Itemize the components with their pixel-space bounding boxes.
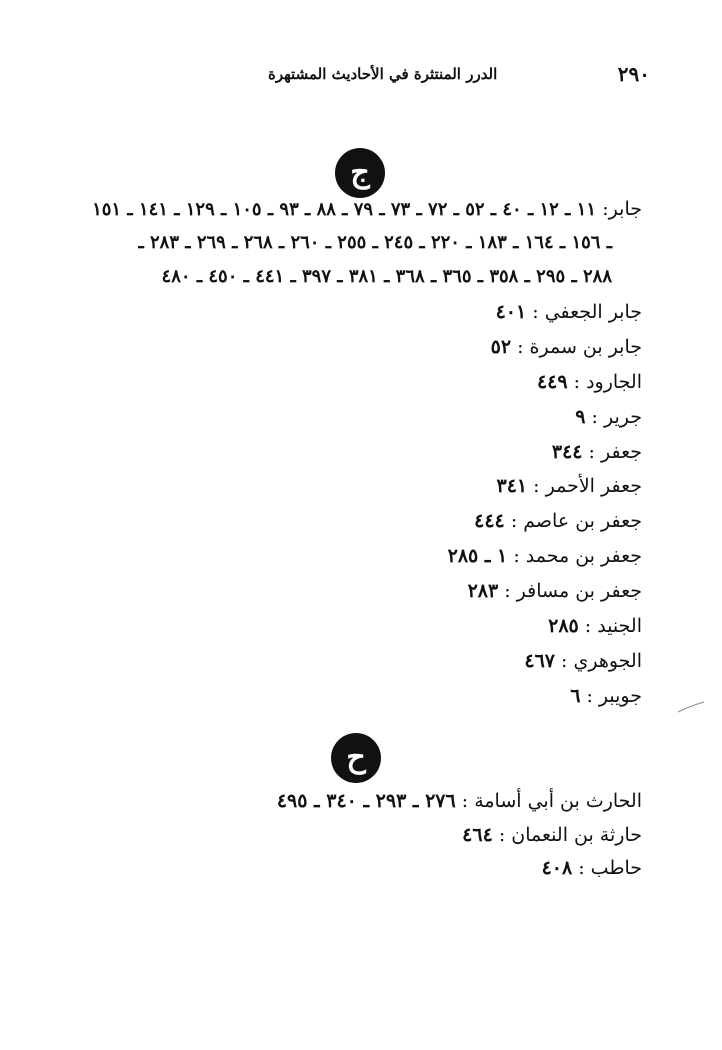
entry-refs: ٣٤١ [496,475,528,497]
entry-refs: ٦ [570,685,581,707]
entry-refs: ٤٤٩ [536,371,568,393]
entry-refs: ٢٨٥ [548,615,579,637]
stray-pen-mark [676,700,706,714]
index-entry [575,402,642,432]
section-letter-ha-badge [331,733,381,783]
entry-refs: ٢٨٨ ـ ٢٩٥ ـ ٣٥٨ ـ ٣٦٥ ـ ٣٦٨ ـ ٣٨١ ـ ٣٩٧ ـ ٤٤١ ـ ٤٥٠ ـ ٤٨٠ [161,266,612,287]
entry-name: جابر: [602,198,642,220]
index-entry-jabir [92,194,642,225]
entry-refs: ٤٦٤ [462,824,493,846]
entry-refs: ٢٨٣ [467,580,499,602]
entry-name: الجنيد : [584,615,642,637]
entry-name: جعفر : [588,441,642,463]
index-entry [491,332,642,362]
index-entry [468,576,642,606]
index-entry [496,297,642,327]
index-entry [552,437,642,467]
entry-refs: ٤٠٨ [541,857,573,879]
entry-name: جرير : [591,406,642,428]
index-entry [448,541,642,571]
entry-refs: ٩ [575,406,586,428]
index-entry-jabir-continuation [162,262,612,292]
index-entry [570,681,642,711]
section-letter-ha: ح [346,740,366,775]
index-entry [537,367,642,397]
entry-name: جعفر بن محمد : [513,545,642,567]
entry-refs: ٤٦٧ [524,650,555,672]
entry-name: جعفر الأحمر : [533,475,642,497]
section-letter-jim-badge [335,148,385,198]
entry-refs: ٢٧٦ ـ ٢٩٣ ـ ٣٤٠ ـ ٤٩٥ [276,790,456,812]
entry-name: حارثة بن النعمان : [498,824,642,846]
entry-name: الجوهري : [561,650,642,672]
index-entry [277,786,642,816]
entry-refs: ١ ـ ٢٨٥ [447,545,508,567]
page-header [268,62,650,92]
index-entry [542,853,642,883]
index-entry [524,646,642,676]
page-number: ٢٩٠ [617,62,650,86]
entry-refs: ١١ ـ ١٢ ـ ٤٠ ـ ٥٢ ـ ٧٢ ـ ٧٣ ـ ٧٩ ـ ٨٨ ـ ٩٣ ـ ١٠٥ ـ ١٢٩ ـ ١٤١ ـ ١٥١ [92,199,596,220]
entry-name: جعفر بن عاصم : [510,510,642,532]
entry-name: جابر بن سمرة : [517,336,642,358]
entry-name: جابر الجعفي : [532,301,642,323]
index-entry [474,506,642,536]
entry-refs: ـ ١٥٦ ـ ١٦٤ ـ ١٨٣ ـ ٢٢٠ ـ ٢٤٥ ـ ٢٥٥ ـ ٢٦٠ ـ ٢٦٨ ـ ٢٦٩ ـ ٢٨٣ ـ [138,232,612,253]
entry-refs: ٤٠١ [495,301,527,323]
entry-name: حاطب : [578,857,642,879]
running-title: الدرر المنتثرة في الأحاديث المشتهرة [268,65,498,83]
section-letter-jim: ج [350,155,370,190]
index-entry [462,820,642,850]
entry-refs: ٣٤٤ [551,441,583,463]
entry-refs: ٥٢ [490,336,512,358]
entry-name: جويبر : [586,685,642,707]
entry-name: جعفر بن مسافر : [504,580,642,602]
index-entry [548,611,642,641]
entry-refs: ٤٤٤ [474,510,505,532]
entry-name: الجارود : [573,371,642,393]
index-entry-jabir-continuation [138,228,612,258]
index-entry [497,471,643,501]
entry-name: الحارث بن أبي أسامة : [461,790,642,812]
